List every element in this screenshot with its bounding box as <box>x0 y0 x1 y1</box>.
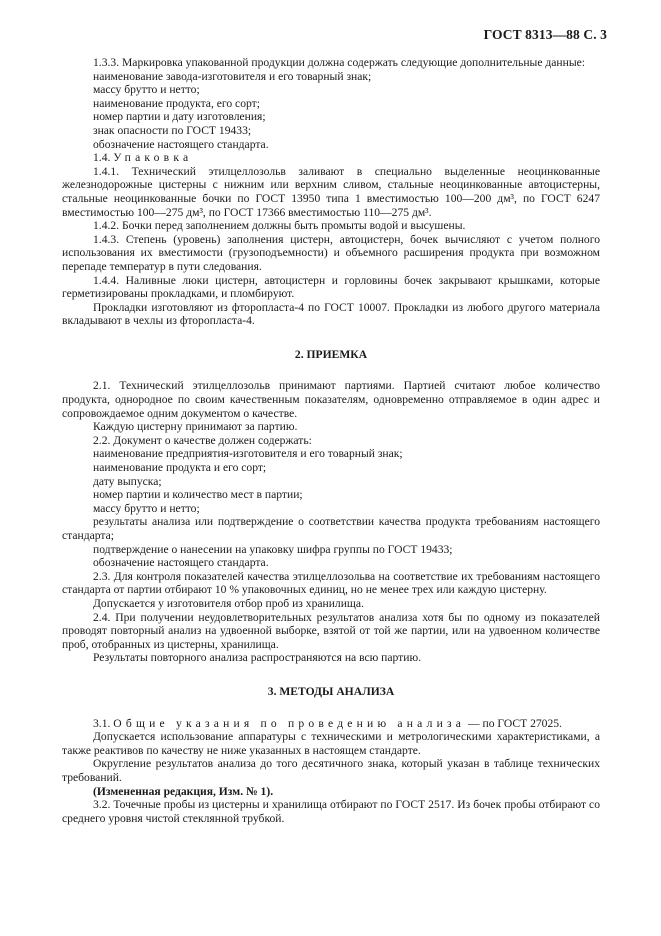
paragraph-2-3: 2.3. Для контроля показателей качества этилцеллозольва на соответствие их требованиям настоящего стандарта от партии отбирают 10 % упаковочных единиц, но не менее трех или каждую цистерну. <box>62 569 600 597</box>
quality-document-list <box>62 447 600 569</box>
paragraph-rounding: Округление результатов анализа до того десятичного знака, который указан в таблице технических требований. <box>62 757 600 784</box>
paragraph-equipment: Допускается использование аппаратуры с техническими и метрологическими характеристиками, а также реактивов по качеству не ниже указанных в настоящем стандарте. <box>62 730 600 757</box>
paragraph-1-4-3: 1.4.3. Степень (уровень) заполнения цистерн, автоцистерн, бочек вычисляют с учетом полного использования их вместимости (грузоподъемности) и объемного расширения продукта при возможном перепаде температур в пути следования. <box>62 232 600 273</box>
marking-list <box>62 70 600 152</box>
list-item: номер партии и количество мест в партии; <box>93 488 303 502</box>
amendment-note: (Измененная редакция, Изм. № 1). <box>93 784 274 798</box>
paragraph-1-4-4: 1.4.4. Наливные люки цистерн, автоцистерн и горловины бочек закрывают крышками, которые герметизированы прокладками, и пломбируют. <box>62 273 600 301</box>
list-item: массу брутто и нетто; <box>93 501 200 515</box>
paragraph-1-4-1: 1.4.1. Технический этилцеллозольв заливают в специально выделенные неоцинкованные железнодорожные цистерны с нижним или верхним сливом, стальные неоцинкованные автоцистерны, стальные неоцинкованные бочки по ГОСТ 13950 типа 1 вместимостью 100—200 дм³, по ГОСТ 6247 вместимостью 100—275 дм³, по ГОСТ 17366 вместимостью 110—275 дм³. <box>62 164 600 219</box>
section-heading-acceptance: 2. ПРИЕМКА <box>294 347 368 361</box>
paragraph-1-3-3: 1.3.3. Маркировка упакованной продукции должна содержать следующие дополнительные данные: <box>93 56 585 69</box>
list-item: наименование продукта и его сорт; <box>93 461 267 475</box>
paragraph-1-4-2: 1.4.2. Бочки перед заполнением должны быть промыты водой и высушены. <box>93 219 466 233</box>
list-item: наименование завода-изготовителя и его товарный знак; <box>93 69 372 83</box>
paragraph-3-1 <box>62 717 600 731</box>
list-item: обозначение настоящего стандарта. <box>93 556 269 570</box>
document-body <box>62 56 600 825</box>
subsection-title: Упаковка <box>113 151 193 165</box>
section-heading-methods: 3. МЕТОДЫ АНАЛИЗА <box>267 684 395 698</box>
paragraph-2-2: 2.2. Документ о качестве должен содержать: <box>93 433 312 447</box>
paragraph-2-4: 2.4. При получении неудовлетворительных результатов анализа хотя бы по одному из показателей проводят повторный анализ на удвоенной выборке, взятой от той же партии, или на удвоенном количестве проб, отобранных из цистерны, хранилища. <box>62 610 600 651</box>
paragraph-gaskets: Прокладки изготовляют из фторопласта-4 по ГОСТ 10007. Прокладки из любого другого материала вкладывают в чехлы из фторопласта-4. <box>62 300 600 328</box>
list-item: результаты анализа или подтверждение о соответствии качества продукта требованиям настоящего стандарта; <box>62 515 600 542</box>
page-header: ГОСТ 8313—88 С. 3 <box>483 27 607 42</box>
list-item: массу брутто и нетто; <box>93 83 200 97</box>
list-item: подтверждение о нанесении на упаковку шифра группы по ГОСТ 19433; <box>93 542 453 556</box>
paragraph-number: 3.1. <box>93 716 111 730</box>
list-item: знак опасности по ГОСТ 19433; <box>93 123 252 137</box>
paragraph-repeat-analysis: Результаты повторного анализа распространяются на всю партию. <box>93 651 422 665</box>
subsection-heading-packaging <box>62 151 600 165</box>
paragraph-storage-sampling: Допускается у изготовителя отбор проб из хранилища. <box>93 596 364 610</box>
subsection-number: 1.4. <box>93 151 111 165</box>
list-item: наименование продукта, его сорт; <box>93 96 260 110</box>
list-item: обозначение настоящего стандарта. <box>93 137 269 151</box>
spaced-title: Общие указания по проведению анализа <box>113 716 466 730</box>
list-item: дату выпуска; <box>93 474 162 488</box>
paragraph-reference: — по ГОСТ 27025. <box>465 716 562 730</box>
paragraph-3-2: 3.2. Точечные пробы из цистерны и хранилища отбирают по ГОСТ 2517. Из бочек пробы отбирают со среднего уровня чистой стеклянной трубкой. <box>62 798 600 825</box>
paragraph-tank: Каждую цистерну принимают за партию. <box>93 420 298 434</box>
paragraph-2-1: 2.1. Технический этилцеллозольв принимают партиями. Партией считают любое количество продукта, однородное по своим качественным показателям, одновременно отправляемое в один адрес и сопровождаемое одним документом о качестве. <box>62 379 600 420</box>
list-item: номер партии и дату изготовления; <box>93 110 266 124</box>
list-item: наименование предприятия-изготовителя и его товарный знак; <box>93 447 403 461</box>
